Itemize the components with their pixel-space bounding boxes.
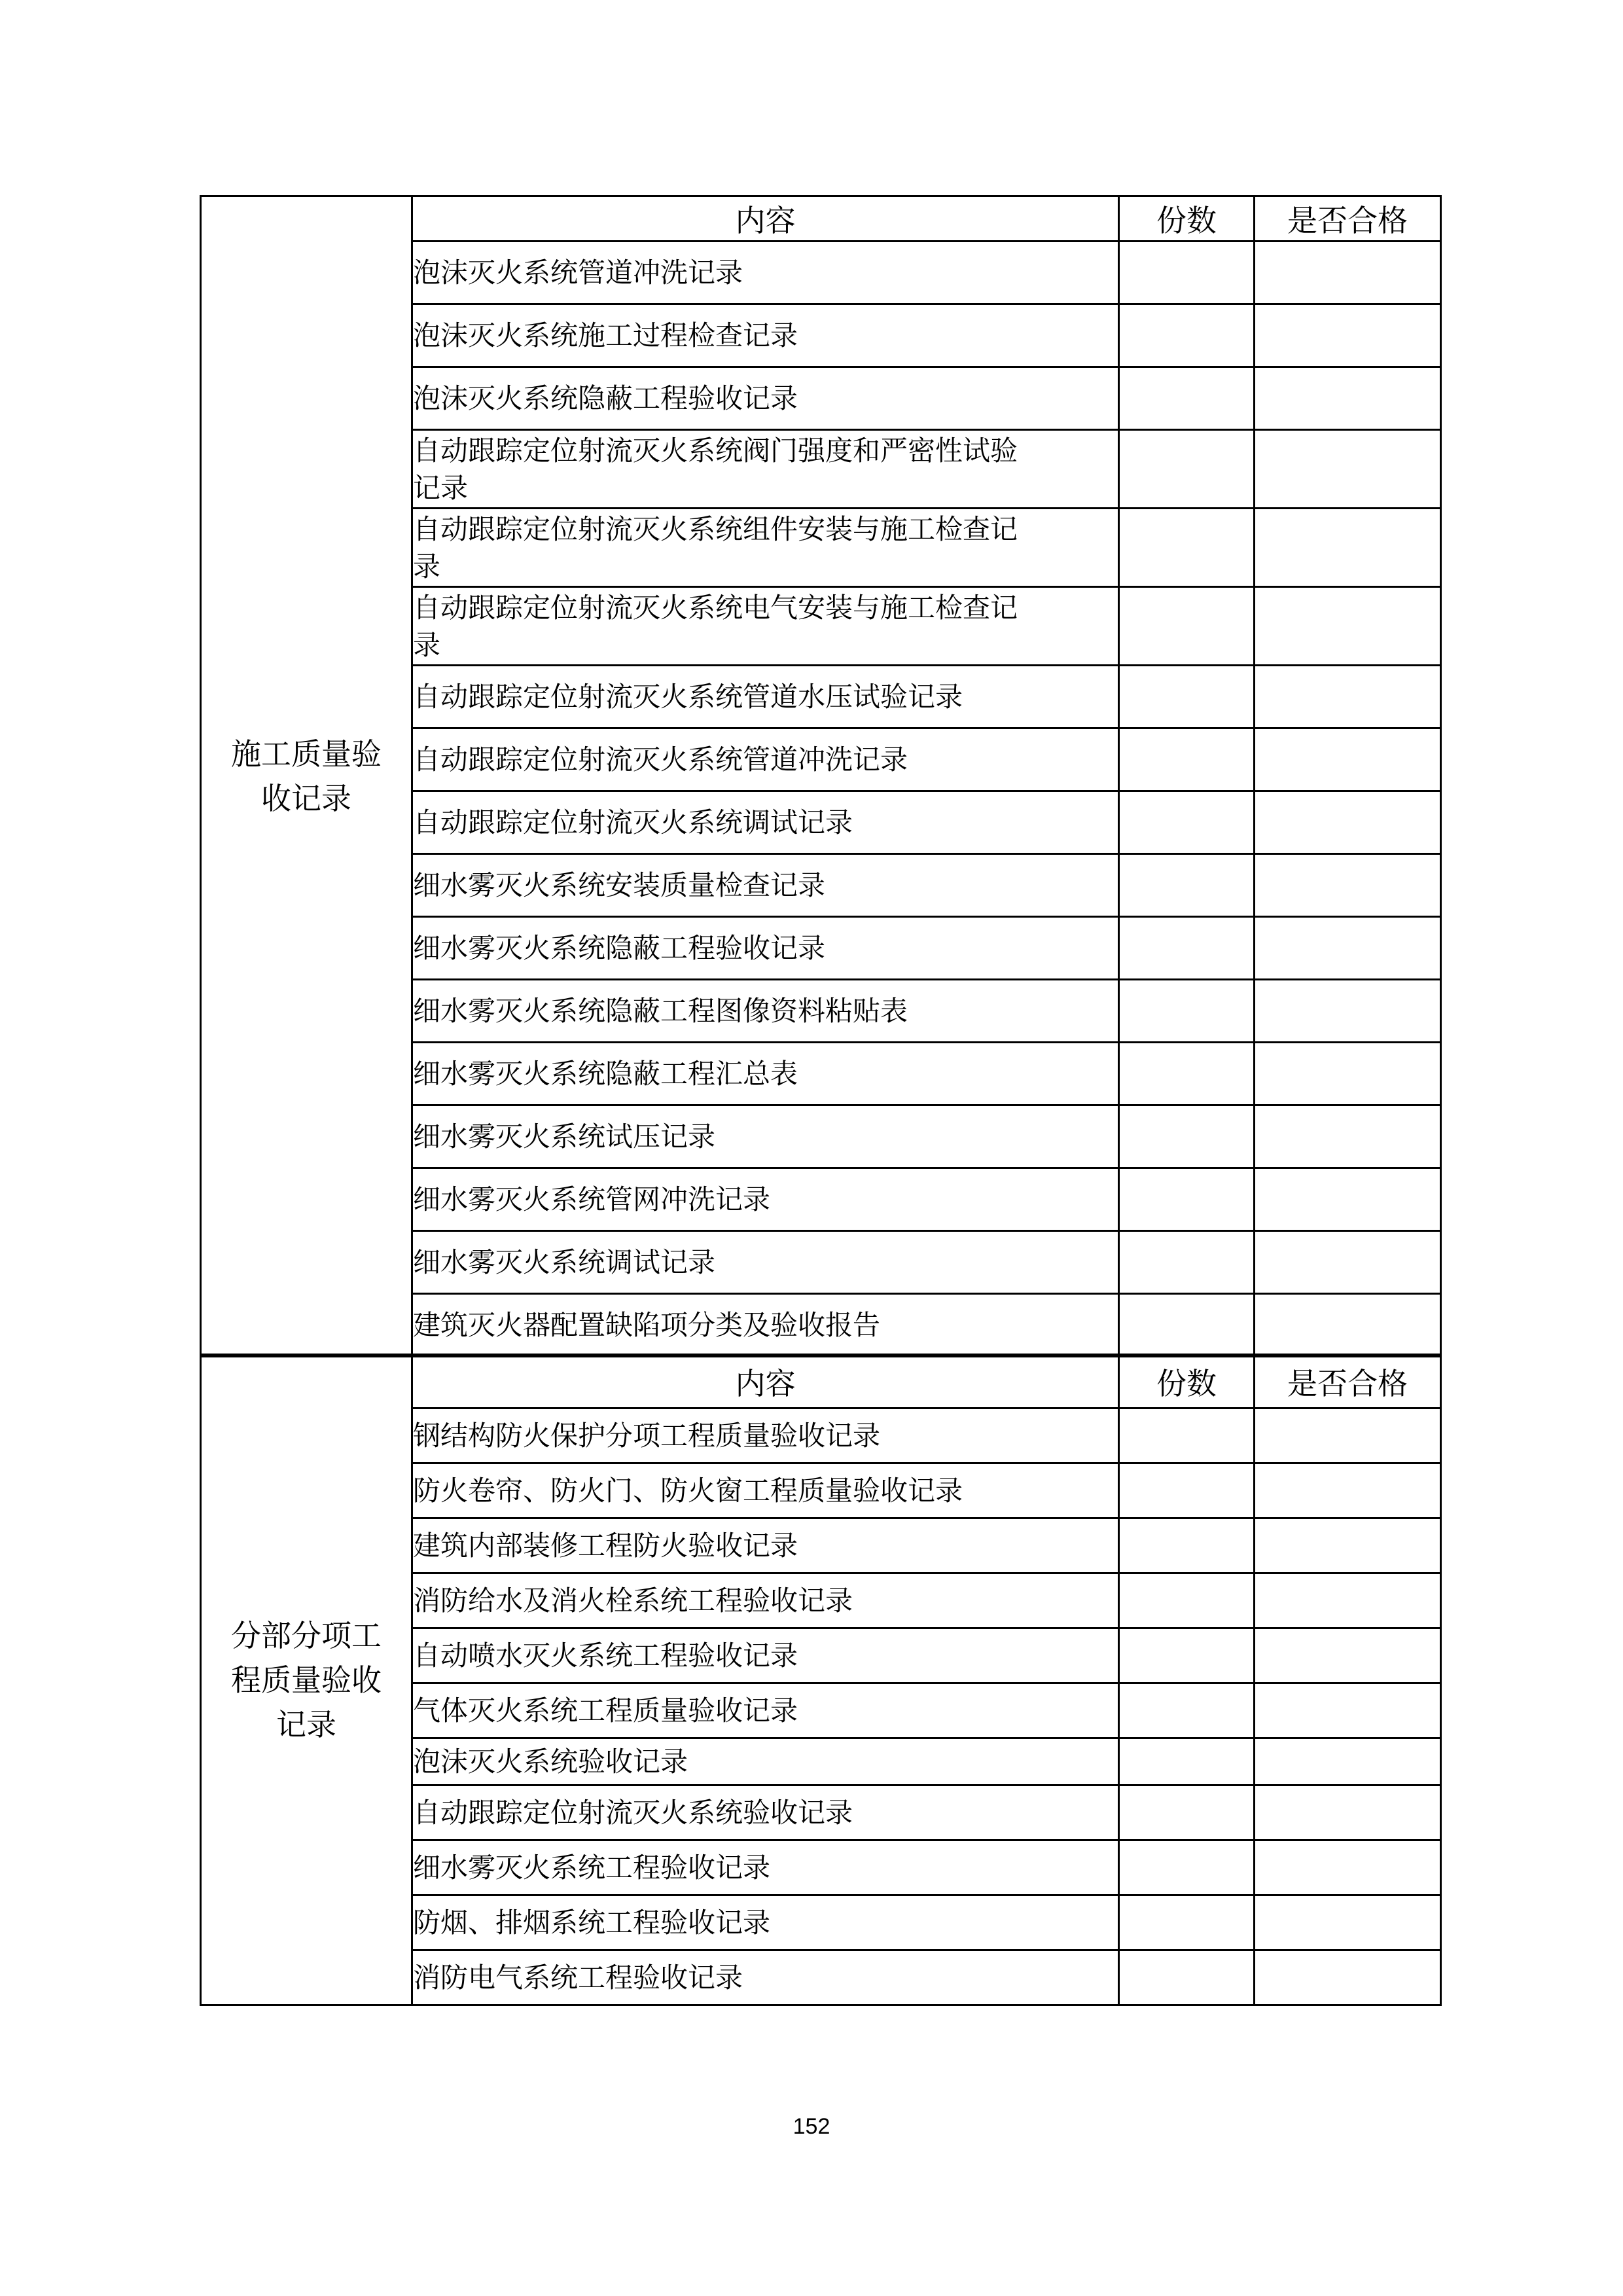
record-name-cell [412,1231,1119,1294]
record-name-line: 自动跟踪定位射流灭火系统管道水压试验记录 [413,681,963,713]
record-name-line: 建筑内部装修工程防火验收记录 [413,1530,798,1562]
header-row [201,196,1441,242]
qualified-cell[interactable] [1255,1231,1441,1294]
header-row [201,1355,1441,1408]
count-cell[interactable] [1119,728,1255,791]
count-cell[interactable] [1119,304,1255,367]
record-name-cell [412,304,1119,367]
record-name-line: 泡沫灭火系统隐蔽工程验收记录 [413,382,798,414]
section-label [201,196,412,1357]
qualified-cell[interactable] [1255,1628,1441,1683]
count-cell[interactable] [1119,1105,1255,1168]
record-name-line: 记录 [413,471,469,504]
record-name-cell [412,1168,1119,1231]
section-label [201,1355,412,2005]
record-name-line: 消防电气系统工程验收记录 [413,1962,743,1994]
count-cell[interactable] [1119,1895,1255,1950]
record-name-cell [412,1738,1119,1785]
qualified-cell[interactable] [1255,509,1441,587]
qualified-cell[interactable] [1255,1105,1441,1168]
count-cell[interactable] [1119,1408,1255,1463]
count-cell[interactable] [1119,980,1255,1043]
count-cell[interactable] [1119,1683,1255,1738]
qualified-cell[interactable] [1255,1573,1441,1628]
qualified-cell[interactable] [1255,1950,1441,2005]
count-cell[interactable] [1119,1043,1255,1105]
count-cell[interactable] [1119,242,1255,304]
record-name-cell [412,1105,1119,1168]
record-name-line: 自动跟踪定位射流灭火系统管道冲洗记录 [413,744,908,776]
count-cell[interactable] [1119,1463,1255,1518]
record-name-cell [412,242,1119,304]
count-cell[interactable] [1119,587,1255,666]
count-cell[interactable] [1119,1231,1255,1294]
record-name-line: 细水雾灭火系统隐蔽工程图像资料粘贴表 [413,995,908,1027]
section-label-line: 收记录 [261,781,351,816]
count-cell[interactable] [1119,509,1255,587]
section-label-line: 记录 [276,1706,336,1742]
qualified-header: 是否合格 [1255,196,1441,242]
qualified-cell[interactable] [1255,1518,1441,1573]
qualified-cell[interactable] [1255,430,1441,509]
record-name-line: 录 [413,550,441,583]
record-name-cell [412,980,1119,1043]
count-cell[interactable] [1119,1738,1255,1785]
count-cell[interactable] [1119,917,1255,980]
qualified-cell[interactable] [1255,666,1441,728]
record-name-line: 细水雾灭火系统隐蔽工程验收记录 [413,932,826,964]
record-name-cell [412,1840,1119,1895]
count-cell[interactable] [1119,1573,1255,1628]
count-cell[interactable] [1119,666,1255,728]
qualified-cell[interactable] [1255,1463,1441,1518]
record-name-cell [412,791,1119,854]
content-header: 内容 [412,1355,1119,1408]
record-name-line: 细水雾灭火系统试压记录 [413,1121,716,1153]
record-name-cell [412,854,1119,917]
record-name-line: 防火卷帘、防火门、防火窗工程质量验收记录 [413,1475,963,1507]
record-name-cell [412,1895,1119,1950]
count-cell[interactable] [1119,1294,1255,1357]
record-name-line: 自动跟踪定位射流灭火系统电气安装与施工检查记 [413,591,1018,624]
record-name-line: 泡沫灭火系统验收记录 [413,1746,688,1778]
qualified-cell[interactable] [1255,1895,1441,1950]
qualified-cell[interactable] [1255,1408,1441,1463]
record-name-cell [412,728,1119,791]
qualified-cell[interactable] [1255,242,1441,304]
record-name-line: 细水雾灭火系统安装质量检查记录 [413,869,826,901]
qualified-cell[interactable] [1255,917,1441,980]
record-name-line: 录 [413,628,441,661]
record-name-line: 消防给水及消火栓系统工程验收记录 [413,1585,853,1617]
record-name-cell [412,1950,1119,2005]
record-name-line: 细水雾灭火系统调试记录 [413,1246,716,1278]
content-header: 内容 [412,196,1119,242]
count-cell[interactable] [1119,791,1255,854]
record-name-line: 气体灭火系统工程质量验收记录 [413,1695,798,1727]
record-name-line: 泡沫灭火系统管道冲洗记录 [413,257,743,289]
count-cell[interactable] [1119,854,1255,917]
record-name-line: 自动喷水灭火系统工程验收记录 [413,1640,798,1672]
qualified-cell[interactable] [1255,1043,1441,1105]
qualified-cell[interactable] [1255,1294,1441,1357]
qualified-cell[interactable] [1255,1840,1441,1895]
record-name-line: 自动跟踪定位射流灭火系统验收记录 [413,1797,853,1829]
qualified-cell[interactable] [1255,587,1441,666]
record-name-cell [412,509,1119,587]
qualified-cell[interactable] [1255,304,1441,367]
count-cell[interactable] [1119,1950,1255,2005]
section-label-line: 分部分项工 [231,1617,382,1653]
qualified-cell[interactable] [1255,1683,1441,1738]
record-name-cell [412,1294,1119,1357]
record-name-line: 泡沫灭火系统施工过程检查记录 [413,319,798,351]
count-cell[interactable] [1119,367,1255,430]
count-header: 份数 [1119,196,1255,242]
record-name-cell [412,1408,1119,1463]
count-cell[interactable] [1119,1518,1255,1573]
count-cell[interactable] [1119,1168,1255,1231]
count-cell[interactable] [1119,1785,1255,1840]
count-header: 份数 [1119,1355,1255,1408]
record-name-cell [412,1043,1119,1105]
section-label-line: 程质量验收 [231,1662,382,1698]
count-cell[interactable] [1119,1840,1255,1895]
record-name-cell [412,1785,1119,1840]
qualified-cell[interactable] [1255,1785,1441,1840]
qualified-cell[interactable] [1255,980,1441,1043]
section-label-line: 施工质量验 [231,736,382,772]
record-name-cell [412,367,1119,430]
record-name-cell [412,1463,1119,1518]
record-name-line: 防烟、排烟系统工程验收记录 [413,1907,771,1939]
record-name-cell [412,917,1119,980]
qualified-cell[interactable] [1255,1738,1441,1785]
record-name-cell [412,1683,1119,1738]
subdivision-quality-acceptance-table [200,1354,1442,2006]
qualified-cell[interactable] [1255,791,1441,854]
record-name-line: 自动跟踪定位射流灭火系统调试记录 [413,806,853,838]
record-name-line: 细水雾灭火系统工程验收记录 [413,1852,771,1884]
record-name-cell [412,666,1119,728]
record-name-line: 建筑灭火器配置缺陷项分类及验收报告 [413,1309,881,1341]
record-name-line: 自动跟踪定位射流灭火系统阀门强度和严密性试验 [413,434,1018,467]
record-name-cell [412,430,1119,509]
page-number: 152 [793,2114,830,2139]
record-name-cell [412,1518,1119,1573]
record-name-line: 细水雾灭火系统管网冲洗记录 [413,1183,771,1215]
construction-quality-acceptance-table [200,195,1442,1357]
qualified-cell[interactable] [1255,854,1441,917]
qualified-header: 是否合格 [1255,1355,1441,1408]
qualified-cell[interactable] [1255,1168,1441,1231]
record-name-cell [412,1628,1119,1683]
count-cell[interactable] [1119,430,1255,509]
record-name-cell [412,587,1119,666]
count-cell[interactable] [1119,1628,1255,1683]
record-name-line: 细水雾灭火系统隐蔽工程汇总表 [413,1058,798,1090]
qualified-cell[interactable] [1255,367,1441,430]
record-name-cell [412,1573,1119,1628]
record-name-line: 自动跟踪定位射流灭火系统组件安装与施工检查记 [413,512,1018,545]
record-name-line: 钢结构防火保护分项工程质量验收记录 [413,1420,881,1452]
qualified-cell[interactable] [1255,728,1441,791]
